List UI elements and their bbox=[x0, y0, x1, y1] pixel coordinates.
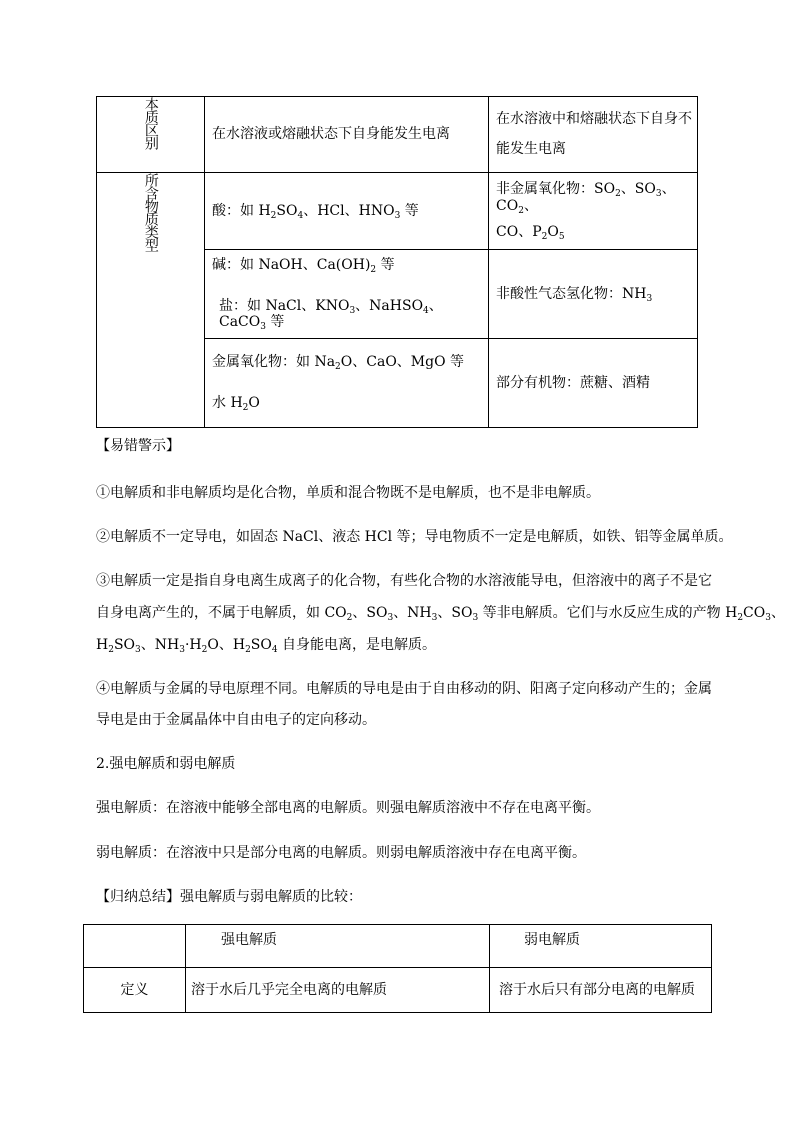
point-4-line2: 导电是由于金属晶体中自由电子的定向移动。 bbox=[96, 712, 376, 728]
acid-cell bbox=[205, 173, 489, 250]
metal-oxide-cell bbox=[205, 339, 489, 428]
warning-heading: 【易错警示】 bbox=[96, 438, 180, 454]
table-row-types-1 bbox=[97, 173, 698, 250]
nonmetal-oxide-cell bbox=[489, 173, 698, 250]
strong-electrolyte-definition: 强电解质：在溶液中能够全部电离的电解质。则强电解质溶液中不存在电离平衡。 bbox=[96, 800, 600, 816]
point-4-line1: ④电解质与金属的导电原理不同。电解质的导电是由于自由移动的阴、阳离子定向移动产生的；金属 bbox=[96, 681, 712, 697]
nonacid-hydride-text: 非酸性气态氢化物：$NH_3$ bbox=[496, 285, 653, 304]
table2-header-strong: 强电解质 bbox=[186, 925, 490, 968]
table2-definition-row bbox=[84, 968, 712, 1013]
acid-text: 酸：如 $H_2SO_4$、HCl、$HNO_3$ 等 bbox=[212, 202, 419, 221]
organics-cell bbox=[489, 339, 698, 428]
point-2: ②电解质不一定导电，如固态 NaCl、液态 HCl 等；导电物质不一定是电解质，如铁、铝等金属单质。 bbox=[96, 529, 733, 545]
table2-header-row bbox=[84, 925, 712, 968]
essence-label: 本质区别 bbox=[142, 97, 159, 149]
table2-weak-value: 溶于水后只有部分电离的电解质 bbox=[490, 968, 712, 1013]
point-3-line2: 自身电离产生的，不属于电解质，如 $CO_2$、$SO_3$、$NH_3$、$SO_3$ 等非电解质。它们与水反应生成的产物 $H_2CO_3$、 bbox=[96, 605, 785, 623]
essence-electrolyte-text: 在水溶液或熔融状态下自身能发生电离 bbox=[212, 126, 450, 143]
section-2-title: 2.强电解质和弱电解质 bbox=[96, 756, 236, 772]
table2-strong-value: 溶于水后几乎完全电离的电解质 bbox=[186, 968, 490, 1013]
nonmetal-oxide-line2: CO、$P_2O_5$ bbox=[496, 224, 565, 243]
point-3-line3: $H_2SO_3$、$NH_3\cdot H_2O$、$H_2SO_4$ 自身能电离，是电解质。 bbox=[96, 637, 437, 655]
essence-electrolyte-cell bbox=[205, 97, 489, 173]
table2-row-label: 定义 bbox=[84, 968, 186, 1013]
types-label: 所含物质类型 bbox=[142, 173, 159, 251]
summary-heading: 【归纳总结】强电解质与弱电解质的比较： bbox=[96, 889, 362, 905]
organics-text: 部分有机物：蔗糖、酒精 bbox=[496, 374, 650, 391]
table2-header-empty bbox=[84, 925, 186, 968]
table2-header-weak: 弱电解质 bbox=[490, 925, 712, 968]
base-salt-cell bbox=[205, 250, 489, 339]
essence-nonelectrolyte-cell bbox=[489, 97, 698, 173]
essence-nonelectrolyte-line2: 能发生电离 bbox=[496, 141, 566, 157]
base-text: 碱：如 NaOH、$Ca(OH)_2$ 等 bbox=[212, 256, 395, 275]
metal-oxide-line2: 水 $H_2O$ bbox=[212, 395, 260, 413]
strong-weak-comparison-table bbox=[83, 924, 712, 1013]
metal-oxide-line1: 金属氧化物：如 $Na_2O$、CaO、MgO 等 bbox=[212, 354, 465, 373]
weak-electrolyte-definition: 弱电解质：在溶液中只是部分电离的电解质。则弱电解质溶液中存在电离平衡。 bbox=[96, 845, 586, 861]
essence-nonelectrolyte-line1: 在水溶液中和熔融状态下自身不 bbox=[496, 111, 692, 128]
point-3-line1: ③电解质一定是指自身电离生成离子的化合物，有些化合物的水溶液能导电，但溶液中的离子不是它 bbox=[96, 573, 712, 589]
row-label-types bbox=[97, 173, 205, 428]
table-row-essence bbox=[97, 97, 698, 173]
point-1: ①电解质和非电解质均是化合物，单质和混合物既不是电解质，也不是非电解质。 bbox=[96, 485, 600, 501]
nonacid-hydride-cell bbox=[489, 250, 698, 339]
row-label-essence bbox=[97, 97, 205, 173]
electrolyte-comparison-table bbox=[96, 96, 698, 428]
nonmetal-oxide-line1: 非金属氧化物：$SO_2$、$SO_3$、$CO_2$、 bbox=[496, 180, 676, 216]
salt-text: 盐：如 NaCl、$KNO_3$、NaHSO$_4$、CaCO$_3$ 等 bbox=[219, 297, 443, 333]
